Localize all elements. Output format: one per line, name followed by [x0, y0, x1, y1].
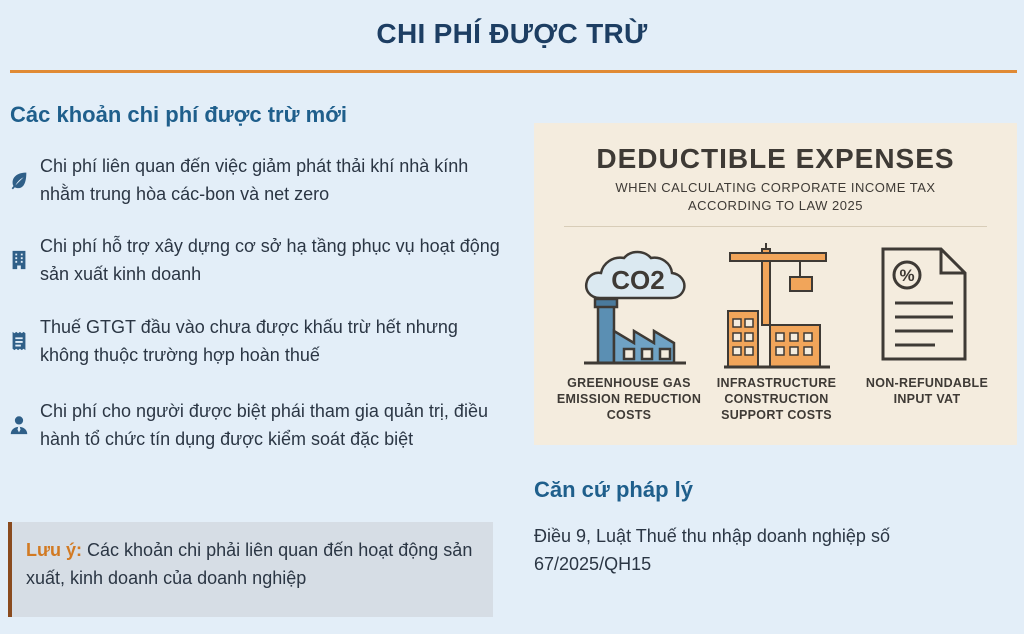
caption-line: INFRASTRUCTURE	[716, 376, 837, 390]
list-item	[8, 397, 508, 453]
infographic-title: DEDUCTIBLE EXPENSES	[596, 143, 955, 174]
factory-co2-icon	[580, 243, 690, 368]
caption-line: NON-REFUNDABLE	[865, 376, 989, 390]
caption-line: CONSTRUCTION	[724, 392, 829, 406]
caption-infrastructure	[704, 375, 849, 423]
note-label: Lưu ý:	[26, 540, 83, 560]
person-icon	[8, 414, 30, 436]
caption-line: SUPPORT COSTS	[721, 408, 832, 422]
list-item	[8, 152, 508, 208]
crane-construction-icon	[722, 241, 832, 369]
infographic-subtitle	[534, 179, 1017, 215]
item-text: Chi phí cho người được biệt phái tham gia quản trị, điều hành tổ chức tín dụng được kiểm soát đặc biệt	[40, 401, 488, 449]
building-icon	[8, 249, 30, 271]
infographic-subtitle-line: WHEN CALCULATING CORPORATE INCOME TAX	[615, 180, 936, 195]
legal-basis-heading: Căn cứ pháp lý	[534, 477, 693, 502]
percent-symbol: %	[899, 266, 915, 285]
caption-input-vat	[852, 375, 1002, 407]
list-item	[8, 313, 508, 369]
note-box	[8, 522, 493, 617]
section-heading: Các khoản chi phí được trừ mới	[10, 102, 347, 127]
infographic-subtitle-line: ACCORDING TO LAW 2025	[688, 198, 863, 213]
item-text: Chi phí liên quan đến việc giảm phát thải khí nhà kính nhằm trung hòa các-bon và net zero	[40, 156, 469, 204]
receipt-icon	[8, 330, 30, 352]
caption-line: INPUT VAT	[893, 392, 961, 406]
note-body: Các khoản chi phải liên quan đến hoạt động sản xuất, kinh doanh của doanh nghiệp	[26, 540, 473, 588]
note-text	[26, 536, 479, 592]
caption-line: COSTS	[606, 408, 652, 422]
leaf-icon	[8, 169, 30, 191]
item-text: Thuế GTGT đầu vào chưa được khấu trừ hết nhưng không thuộc trường hợp hoàn thuế	[40, 317, 458, 365]
caption-greenhouse	[554, 375, 704, 423]
legal-basis-text: Điều 9, Luật Thuế thu nhập doanh nghiệp số 67/2025/QH15	[534, 526, 890, 574]
item-text: Chi phí hỗ trợ xây dựng cơ sở hạ tầng phục vụ hoạt động sản xuất kinh doanh	[40, 236, 500, 284]
infographic-image	[534, 123, 1017, 445]
list-item	[8, 232, 508, 288]
co2-label: CO2	[611, 265, 665, 295]
infographic-divider	[564, 226, 987, 227]
page-title: CHI PHÍ ĐƯỢC TRỪ	[376, 18, 648, 49]
title-divider	[10, 70, 1017, 73]
caption-line: GREENHOUSE GAS	[567, 376, 691, 390]
tax-document-icon	[879, 245, 969, 363]
caption-line: EMISSION REDUCTION	[556, 392, 702, 406]
